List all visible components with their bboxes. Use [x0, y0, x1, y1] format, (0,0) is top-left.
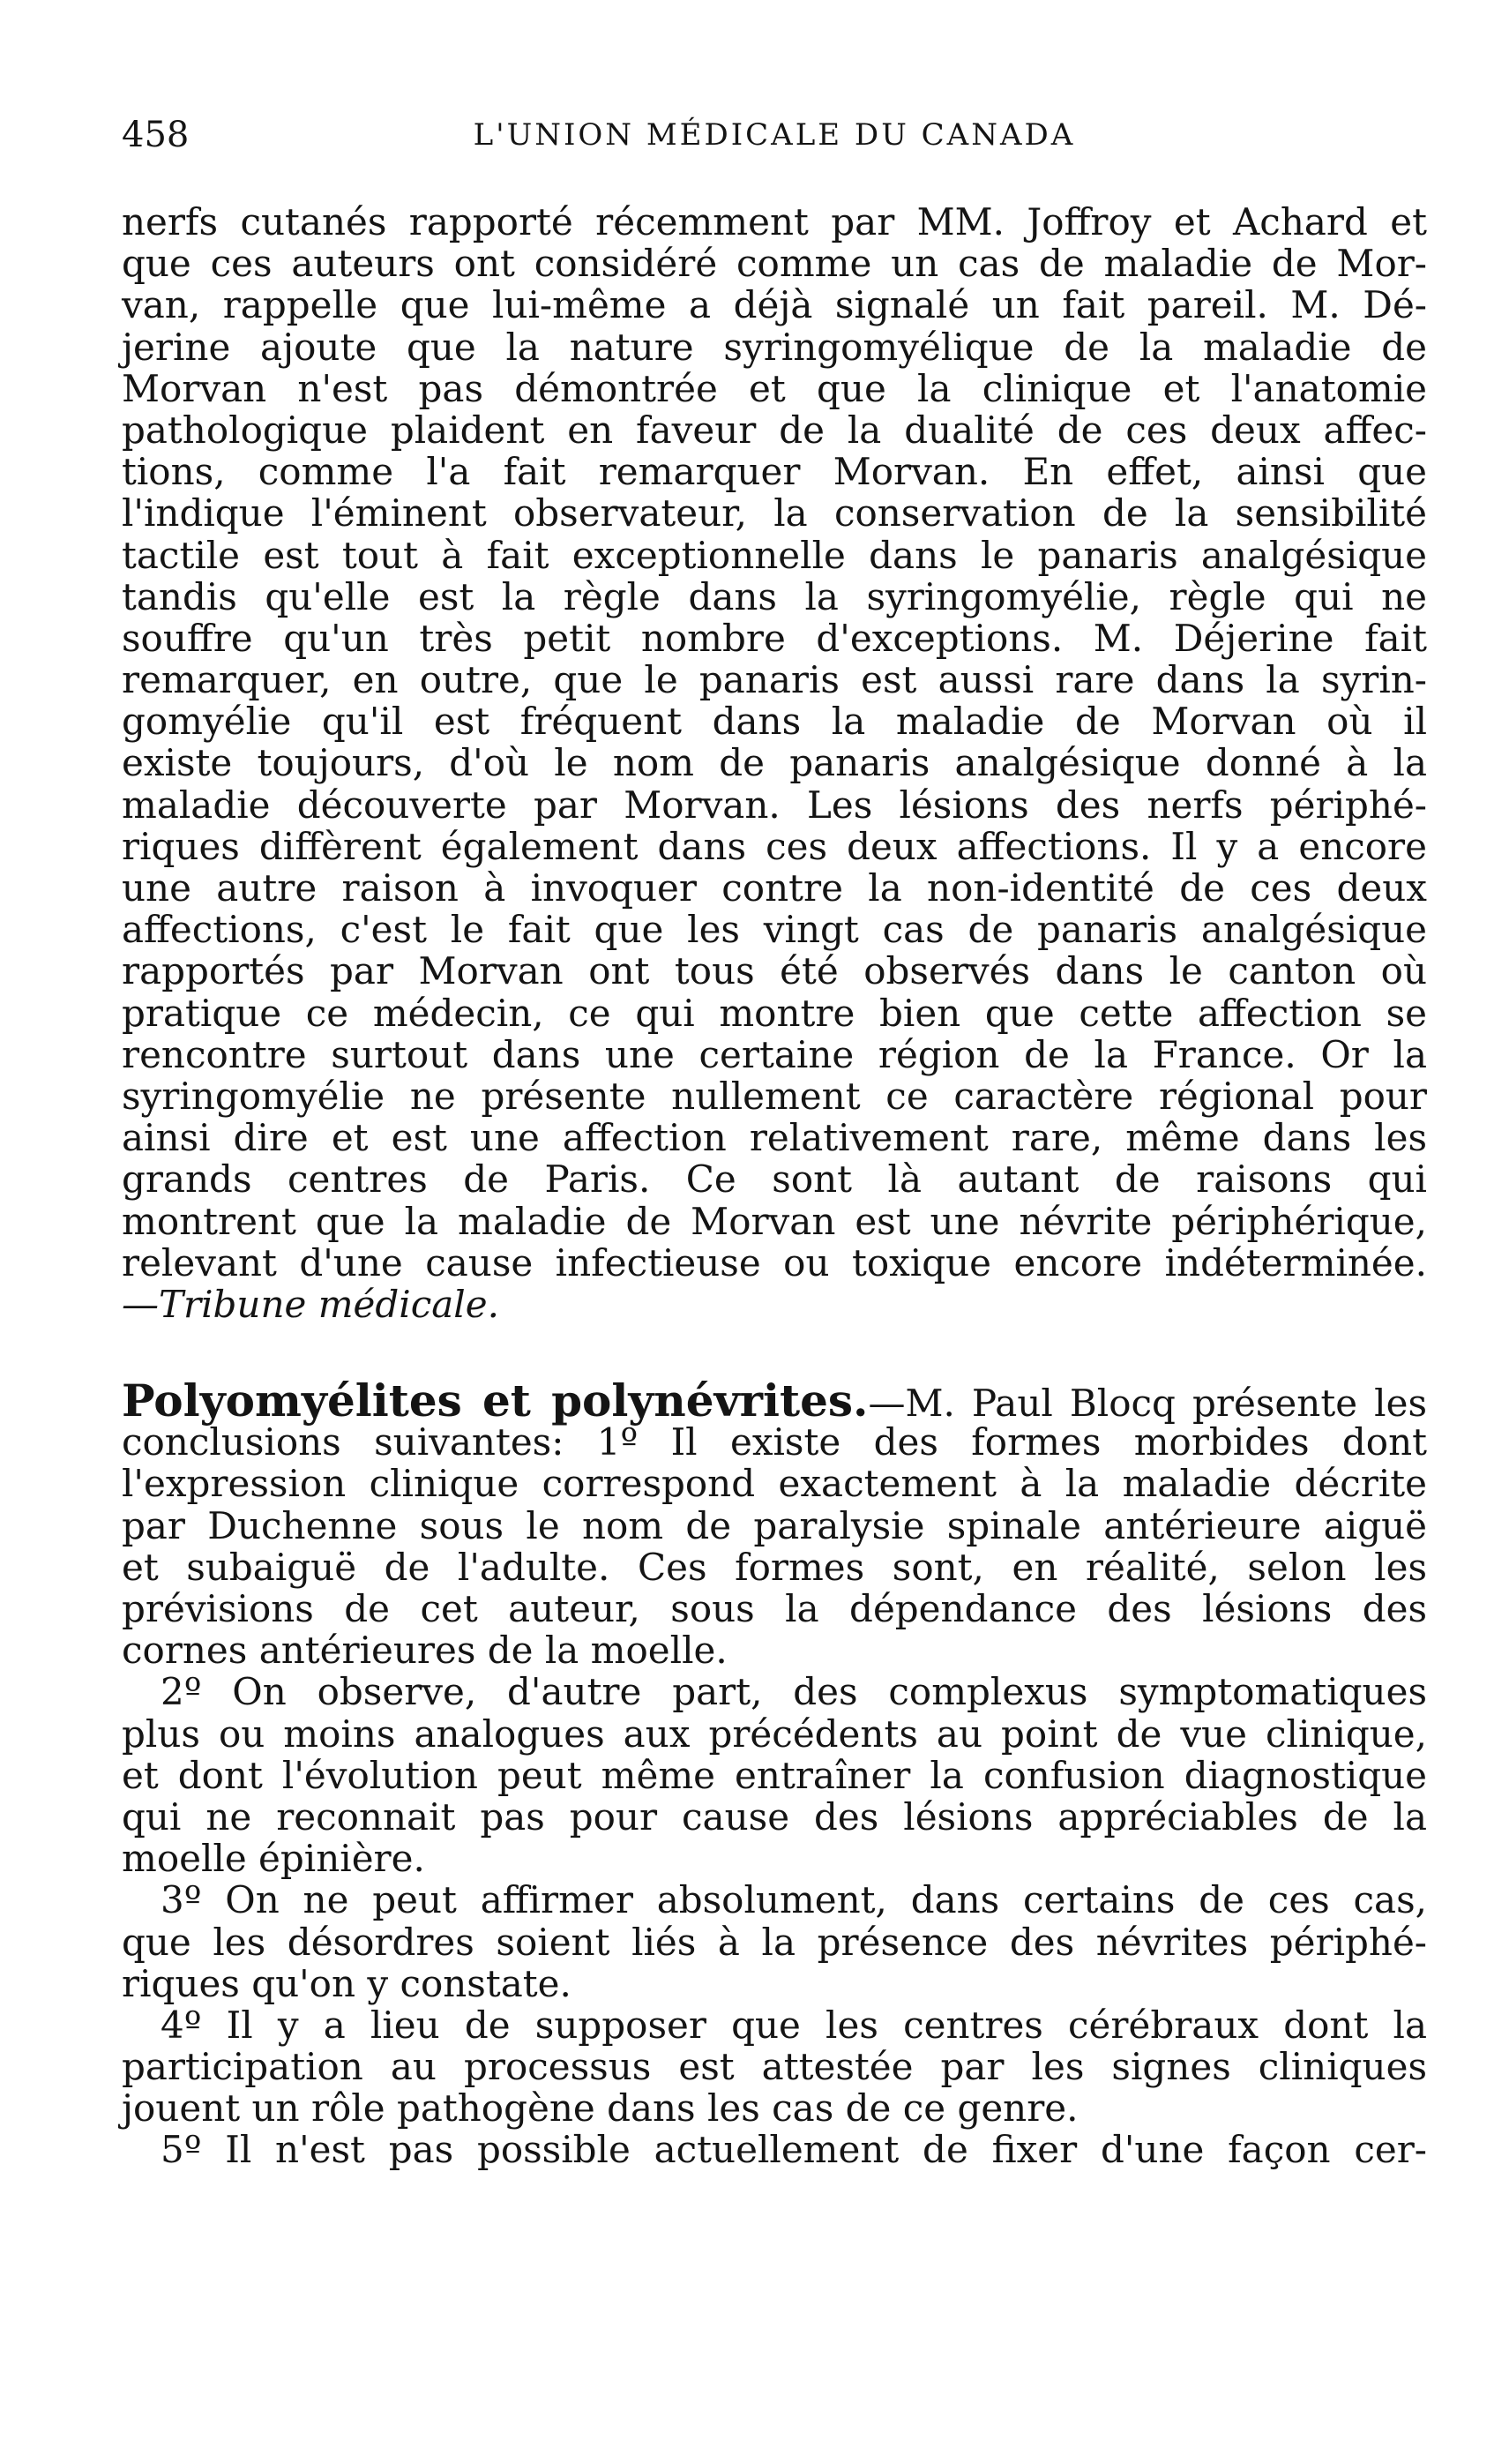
text-line: 5º Il n'est pas possible actuellement de fixer d'une façon cer-	[161, 2128, 1427, 2172]
text-line: 4º Il y a lieu de supposer que les centres cérébraux dont la	[161, 2003, 1427, 2047]
point-5	[122, 2129, 1427, 2170]
text-line: van, rappelle que lui-même a déjà signalé un fait pareil. M. Dé-	[122, 283, 1427, 327]
text-line: que les désordres soient liés à la présence des névrites périphé-	[122, 1920, 1427, 1964]
text-line: et subaiguë de l'adulte. Ces formes sont, en réalité, selon les	[122, 1545, 1427, 1589]
text-line: rencontre surtout dans une certaine région de la France. Or la	[122, 1032, 1427, 1076]
text-line: que ces auteurs ont considéré comme un cas de maladie de Mor-	[122, 242, 1427, 286]
text-line: cornes antérieures de la moelle.	[122, 1629, 728, 1673]
text-line: rapportés par Morvan ont tous été observés dans le canton où	[122, 949, 1427, 993]
source-signature: —Tribune médicale.	[122, 1282, 499, 1326]
text-line: prévisions de cet auteur, sous la dépendance des lésions des	[122, 1587, 1427, 1630]
text-line: gomyélie qu'il est fréquent dans la maladie de Morvan où il	[122, 700, 1427, 744]
text-line: ainsi dire et est une affection relativement rare, même dans les	[122, 1116, 1427, 1160]
running-head: L'UNION MÉDICALE DU CANADA	[473, 117, 1076, 153]
text-line: remarquer, en outre, que le panaris est aussi rare dans la syrin-	[122, 658, 1427, 702]
text-line: nerfs cutanés rapporté récemment par MM. Joffroy et Achard et	[122, 200, 1427, 243]
text-line: pathologique plaident en faveur de la dualité de ces deux affec-	[122, 408, 1427, 452]
text-line: qui ne reconnait pas pour cause des lésions appréciables de la	[122, 1794, 1427, 1839]
text-line: tions, comme l'a fait remarquer Morvan. En effet, ainsi que	[122, 450, 1427, 494]
section-heading: Polyomyélites et polynévrites.	[122, 1374, 869, 1427]
text-line: par Duchenne sous le nom de paralysie spinale antérieure aiguë	[122, 1503, 1427, 1547]
text-line: grands centres de Paris. Ce sont là autant de raisons qui	[122, 1157, 1427, 1202]
text-line: relevant d'une cause infectieuse ou toxique encore indéterminée.	[122, 1240, 1427, 1284]
text-line: l'indique l'éminent observateur, la conservation de la sensibilité	[122, 491, 1427, 535]
text-line: 3º On ne peut affirmer absolument, dans certains de ces cas,	[161, 1878, 1427, 1922]
text-line: jouent un rôle pathogène dans les cas de ce genre.	[122, 2086, 1079, 2131]
text-line: une autre raison à invoquer contre la non-identité de ces deux	[122, 866, 1427, 910]
paragraph-morvan	[122, 201, 1427, 1325]
text-line: conclusions suivantes: 1º Il existe des formes morbides dont	[122, 1420, 1427, 1464]
text-line: riques diffèrent également dans ces deux affections. Il y a encore	[122, 824, 1427, 868]
text-line: moelle épinière.	[122, 1837, 425, 1881]
text-line: souffre qu'un très petit nombre d'exceptions. M. Déjerine fait	[122, 616, 1427, 660]
point-3	[122, 1879, 1427, 2004]
text-line: l'expression clinique correspond exactement à la maladie décrite	[122, 1462, 1427, 1506]
text-line: Morvan n'est pas démontrée et que la clinique et l'anatomie	[122, 366, 1427, 410]
text-line: affections, c'est le fait que les vingt cas de panaris analgésique	[122, 908, 1427, 952]
section-first-line	[122, 1374, 1428, 1427]
text-line: maladie découverte par Morvan. Les lésions des nerfs périphé-	[122, 783, 1427, 827]
article-body	[122, 201, 1427, 2171]
text-line: et dont l'évolution peut même entraîner la confusion diagnostique	[122, 1753, 1427, 1797]
text-line: montrent que la maladie de Morvan est une névrite périphérique,	[122, 1199, 1427, 1243]
point-4	[122, 2004, 1427, 2130]
section-gap	[122, 1325, 1427, 1380]
text-line: 2º On observe, d'autre part, des complexus symptomatiques	[161, 1670, 1427, 1714]
text-line: tactile est tout à fait exceptionnelle dans le panaris analgésique	[122, 533, 1427, 577]
text-line: existe toujours, d'où le nom de panaris analgésique donné à la	[122, 741, 1427, 785]
text-line: plus ou moins analogues aux précédents au point de vue clinique,	[122, 1711, 1427, 1756]
point-2	[122, 1671, 1427, 1879]
text-line: syringomyélie ne présente nullement ce caractère régional pour	[122, 1074, 1427, 1118]
page-number: 458	[122, 115, 190, 155]
page-header	[122, 113, 1427, 157]
text-line: pratique ce médecin, ce qui montre bien que cette affection se	[122, 991, 1427, 1035]
section-lead: —M. Paul Blocq présente les	[868, 1382, 1428, 1426]
text-line: tandis qu'elle est la règle dans la syringomyélie, règle qui ne	[122, 574, 1427, 618]
text-line: participation au processus est attestée par les signes cliniques	[122, 2045, 1427, 2089]
section-polyomyelites	[122, 1374, 1428, 1673]
text-line: riques qu'on y constate.	[122, 1961, 571, 2005]
text-line: jerine ajoute que la nature syringomyélique de la maladie de	[122, 325, 1427, 369]
